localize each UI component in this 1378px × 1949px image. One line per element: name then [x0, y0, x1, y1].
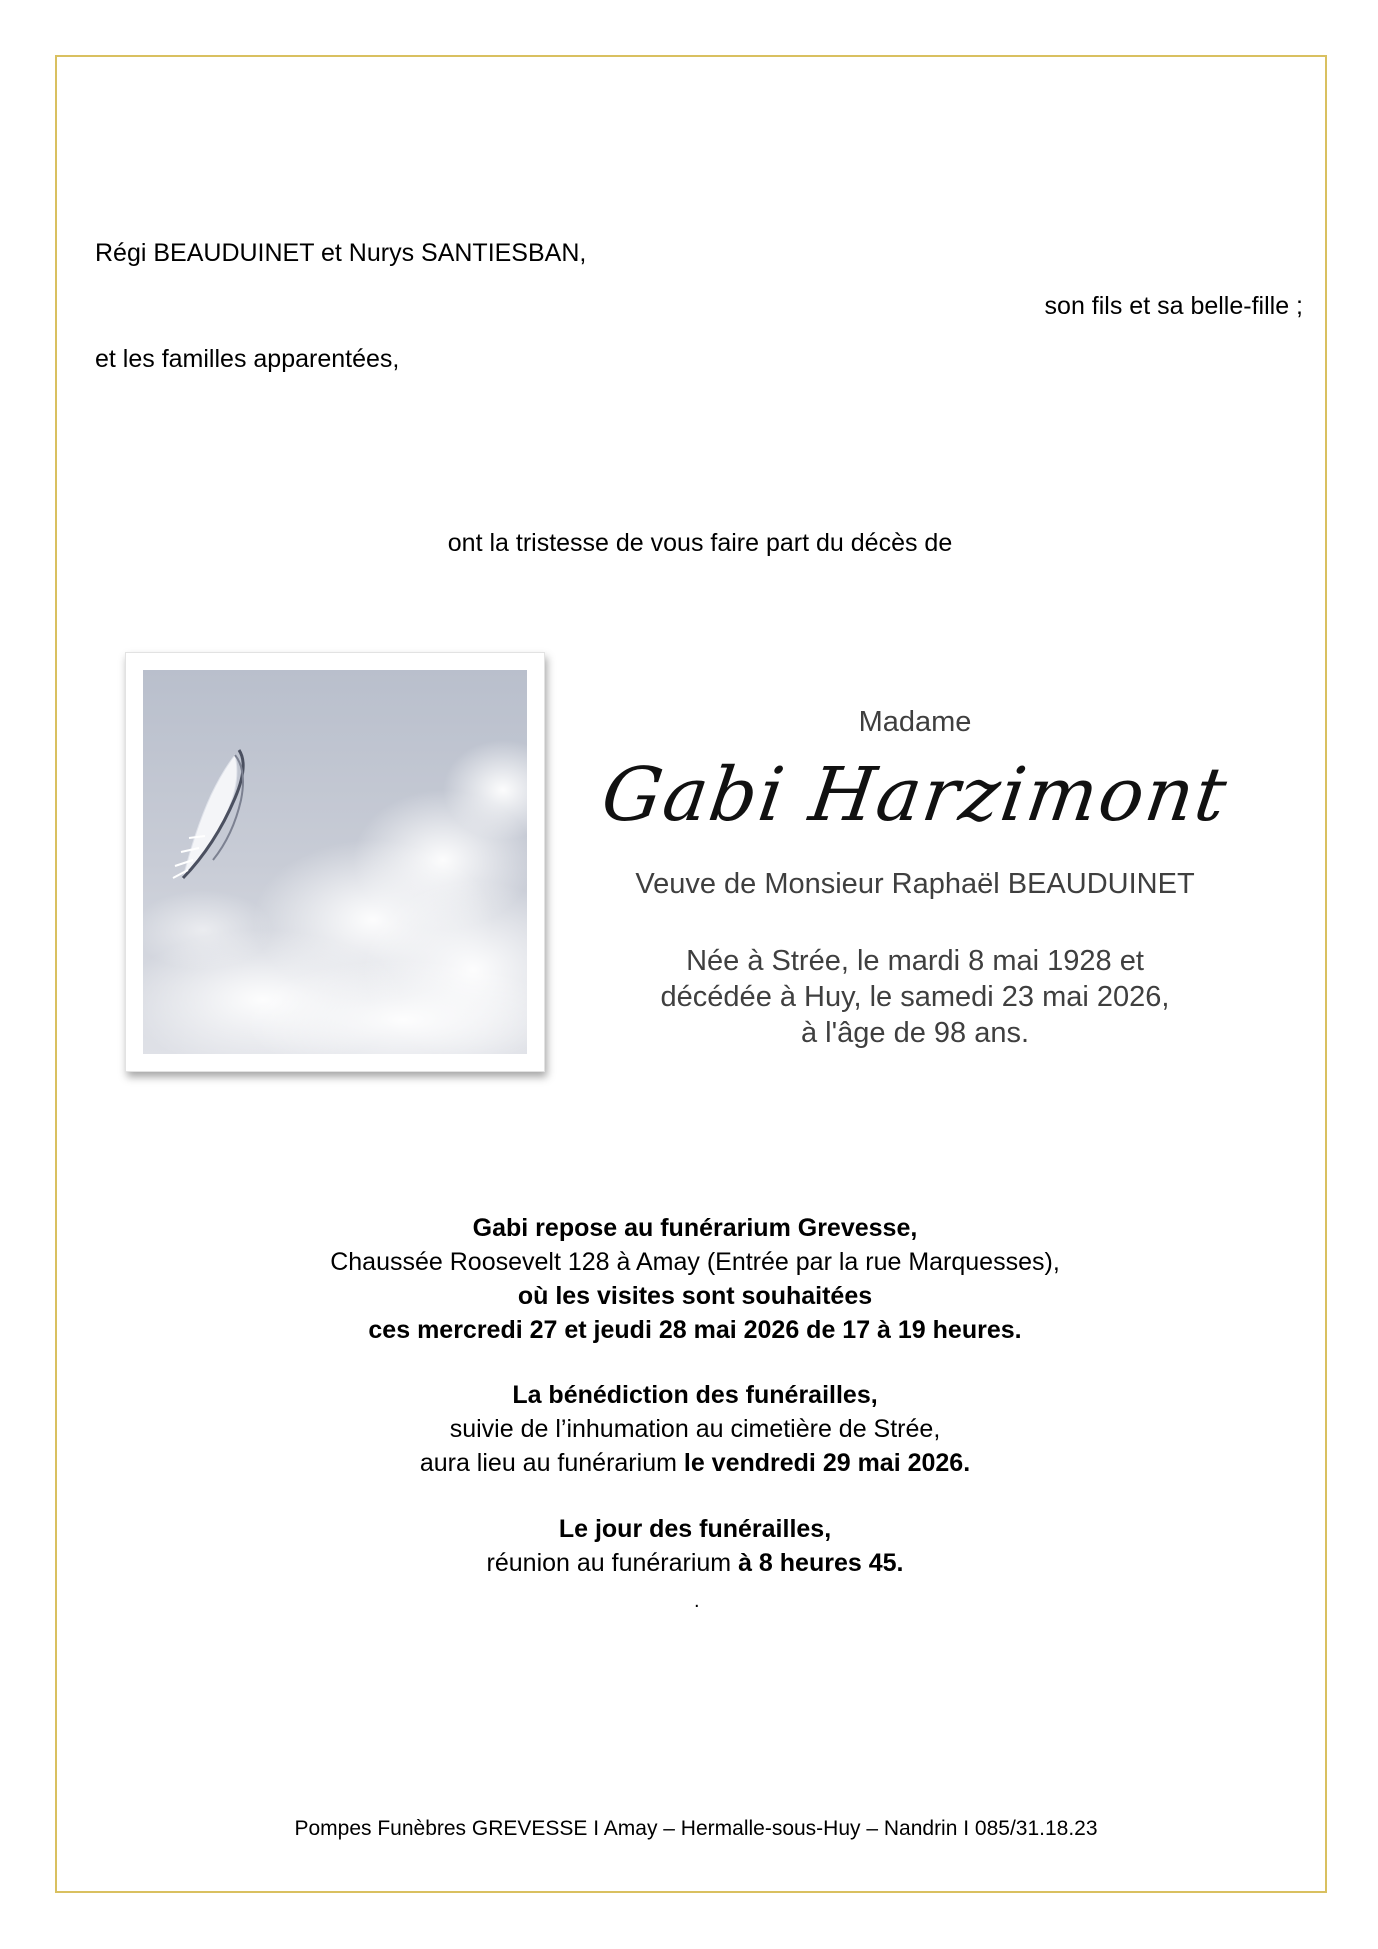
widow-of: Veuve de Monsieur Raphaël BEAUDUINET [635, 868, 1195, 900]
trailing-mark: . [694, 1590, 700, 1612]
meeting-line-2 [0, 1546, 1378, 1580]
meeting-line-2-prefix: réunion au funérarium [486, 1549, 739, 1577]
meeting-time: à 8 heures 45. [738, 1549, 904, 1577]
ceremony-line-2: suivie de l’inhumation au cimetière de Strée, [449, 1415, 941, 1443]
feather-in-sky-icon [143, 670, 527, 1054]
visitation-line-3: où les visites sont souhaitées [517, 1282, 873, 1310]
life-dates [590, 943, 1240, 1051]
visitation-block [0, 1211, 1378, 1347]
ceremony-block [0, 1378, 1378, 1480]
death-line: décédée à Huy, le samedi 23 mai 2026, [660, 981, 1170, 1013]
birth-line: Née à Strée, le mardi 8 mai 1928 et [686, 945, 1144, 977]
meeting-block [0, 1512, 1378, 1580]
deceased-name: Gabi Harzimont [596, 752, 1234, 838]
announcer-line-2: son fils et sa belle-fille ; [1044, 292, 1303, 320]
memorial-photo [125, 652, 545, 1072]
ceremony-line-1: La bénédiction des funérailles, [512, 1381, 878, 1409]
ceremony-date: le vendredi 29 mai 2026. [683, 1449, 971, 1477]
intro-text: ont la tristesse de vous faire part du décès de [447, 529, 953, 557]
footer-contact: Pompes Funèbres GREVESSE I Amay – Hermalle-sous-Huy – Nandrin I 085/31.18.23 [294, 1817, 1098, 1840]
meeting-line-1: Le jour des funérailles, [558, 1515, 832, 1543]
visitation-line-1: Gabi repose au funérarium Grevesse, [472, 1214, 918, 1242]
visitation-line-2: Chaussée Roosevelt 128 à Amay (Entrée par la rue Marquesses), [330, 1248, 1060, 1276]
visitation-line-4: ces mercredi 27 et jeudi 28 mai 2026 de 17 à 19 heures. [368, 1316, 1022, 1344]
ceremony-line-3 [0, 1446, 1378, 1480]
deceased-title: Madame [858, 706, 972, 738]
announcer-line-1: Régi BEAUDUINET et Nurys SANTIESBAN, [95, 239, 587, 267]
age-line: à l'âge de 98 ans. [800, 1017, 1030, 1049]
ceremony-line-3-prefix: aura lieu au funérarium [419, 1449, 684, 1477]
announcer-line-3: et les familles apparentées, [95, 345, 400, 373]
